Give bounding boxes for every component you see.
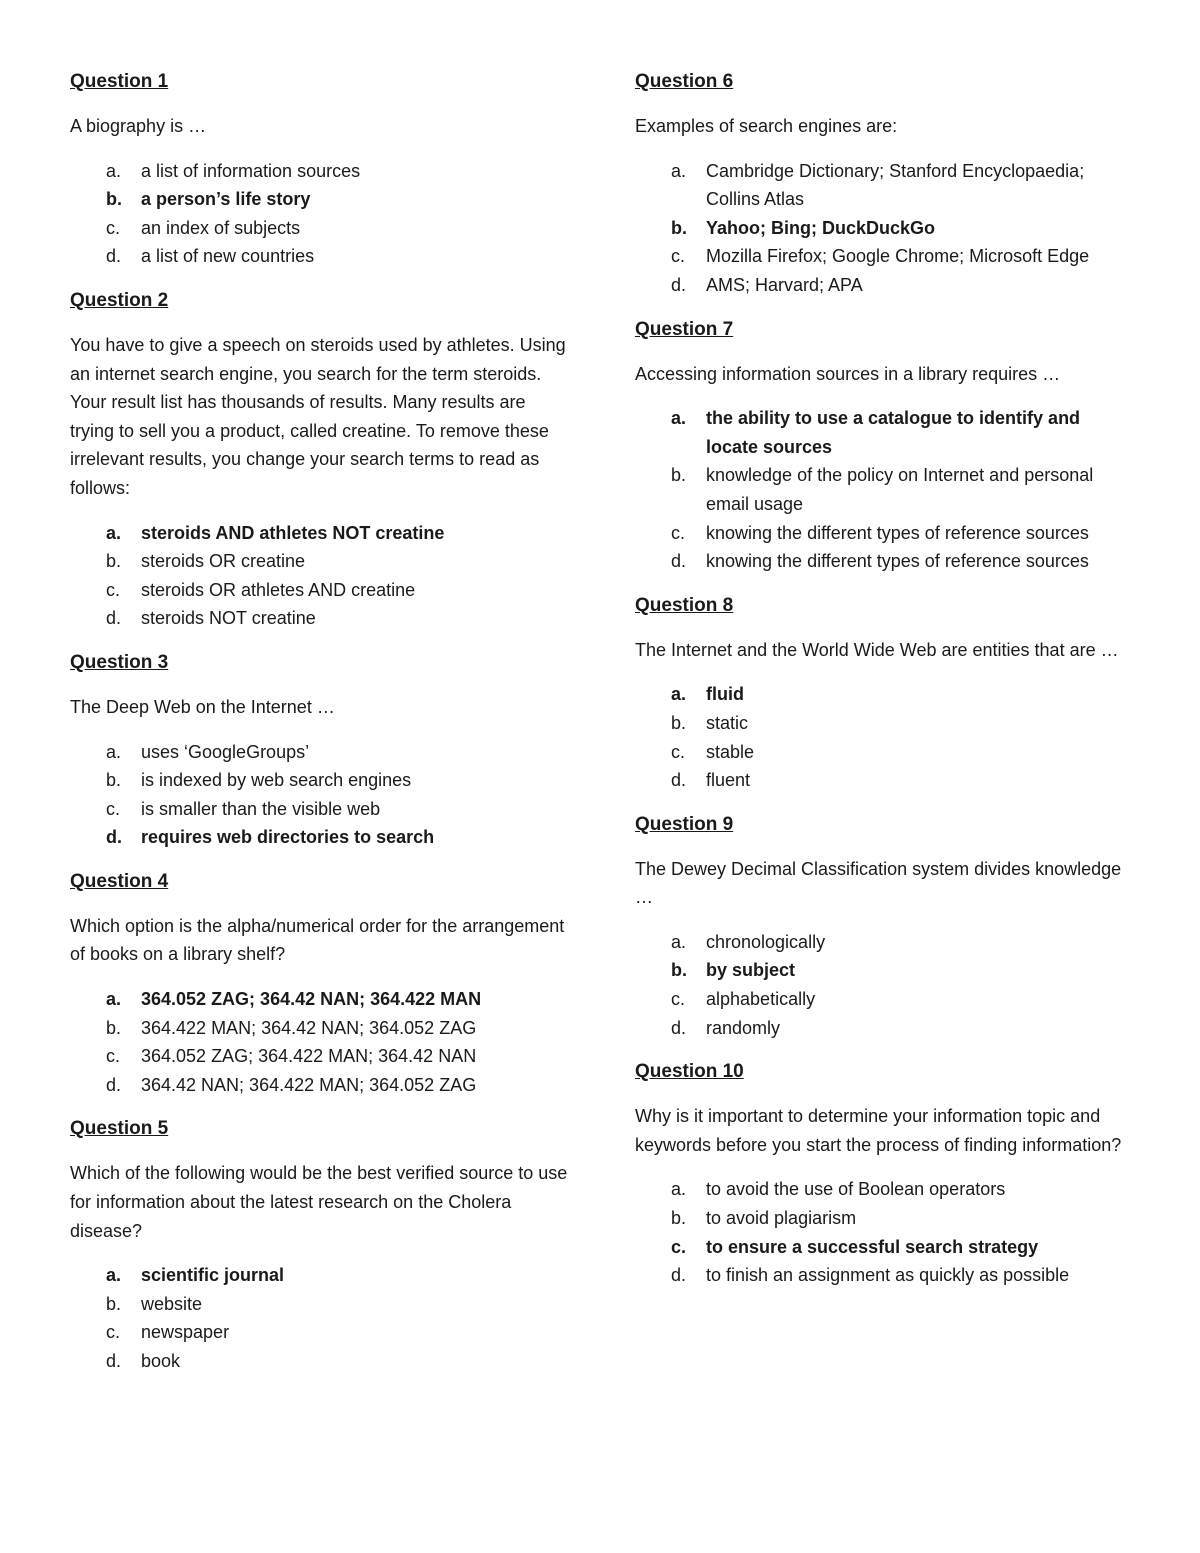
answer-option xyxy=(70,242,570,271)
answer-option xyxy=(635,157,1135,214)
option-letter: b. xyxy=(106,1017,122,1038)
option-text: fluent xyxy=(706,770,751,791)
answer-option xyxy=(70,738,570,767)
question-text: Which of the following would be the best verified source to use for information about the latest research on the Cholera disease? xyxy=(70,1163,568,1241)
answer-option xyxy=(635,1014,1135,1043)
question-block xyxy=(635,592,1135,795)
option-text: chronologically xyxy=(706,931,826,952)
option-letter: a. xyxy=(106,989,122,1010)
answer-option-correct xyxy=(635,1233,1135,1262)
option-text: steroids OR creatine xyxy=(141,551,306,572)
option-letter: d. xyxy=(671,274,687,295)
option-text: alphabetically xyxy=(706,989,816,1010)
question-block xyxy=(70,649,570,852)
question-block xyxy=(635,811,1135,1043)
question-block xyxy=(635,68,1135,300)
question-text: Why is it important to determine your information topic and keywords before you start the process of finding information? xyxy=(635,1106,1122,1155)
question-title: Question 1 xyxy=(70,71,169,92)
option-letter: b. xyxy=(106,551,122,572)
question-block xyxy=(70,68,570,271)
option-text: to finish an assignment as quickly as possible xyxy=(706,1265,1070,1286)
option-letter: c. xyxy=(671,522,686,543)
option-text: website xyxy=(141,1293,203,1314)
question-text: The Internet and the World Wide Web are entities that are … xyxy=(635,639,1119,660)
option-text: steroids OR athletes AND creatine xyxy=(141,579,416,600)
question-text: Examples of search engines are: xyxy=(635,116,898,136)
answer-option xyxy=(70,214,570,243)
question-text: The Dewey Decimal Classification system divides knowledge … xyxy=(635,858,1122,908)
option-letter: a. xyxy=(671,160,687,181)
answer-options xyxy=(70,738,570,852)
answer-option-correct xyxy=(70,185,570,214)
question-block xyxy=(635,1058,1135,1290)
option-text: 364.052 ZAG; 364.42 NAN; 364.422 MAN xyxy=(141,989,482,1010)
option-text: randomly xyxy=(706,1017,781,1038)
answer-options xyxy=(70,519,570,633)
answer-option xyxy=(70,766,570,795)
answer-option xyxy=(635,1204,1135,1233)
answer-option xyxy=(635,519,1135,548)
option-letter: c. xyxy=(106,798,121,819)
option-letter: a. xyxy=(671,1179,687,1200)
option-letter: b. xyxy=(106,189,122,210)
question-block xyxy=(70,1115,570,1375)
answer-option-correct xyxy=(635,214,1135,243)
answer-option xyxy=(635,1175,1135,1204)
option-letter: b. xyxy=(671,960,687,981)
question-title: Question 9 xyxy=(635,813,734,835)
question-text: You have to give a speech on steroids used by athletes. Using an internet search engine, you search for the term steroids. Your result list has thousands of results. Many results are trying to sell you a product, called creatine. To remove these irrelevant results, you change your search terms to read as follows: xyxy=(70,334,566,498)
answer-option xyxy=(70,604,570,633)
answer-option-correct xyxy=(70,519,570,548)
right-column xyxy=(635,68,1135,1306)
option-text: AMS; Harvard; APA xyxy=(706,274,863,295)
option-text: a list of new countries xyxy=(141,246,315,267)
question-title: Question 10 xyxy=(635,1061,744,1083)
question-title: Question 7 xyxy=(635,318,734,340)
answer-option xyxy=(635,985,1135,1014)
option-letter: c. xyxy=(106,579,121,600)
answer-option xyxy=(635,547,1135,576)
option-text: Mozilla Firefox; Google Chrome; Microsoft Edge xyxy=(706,246,1090,267)
option-text: to avoid the use of Boolean operators xyxy=(706,1179,1006,1200)
option-letter: d. xyxy=(106,827,122,848)
option-letter: d. xyxy=(106,1351,122,1371)
option-letter: d. xyxy=(106,608,122,629)
option-text: steroids AND athletes NOT creatine xyxy=(141,522,445,543)
answer-options xyxy=(70,985,570,1099)
question-text: A biography is … xyxy=(70,116,207,136)
answer-option xyxy=(635,766,1135,795)
option-letter: d. xyxy=(671,551,687,572)
option-text: a list of information sources xyxy=(141,160,361,181)
answer-option-correct xyxy=(70,823,570,852)
option-letter: d. xyxy=(106,246,122,267)
option-letter: d. xyxy=(106,1074,122,1095)
option-letter: a. xyxy=(671,931,687,952)
question-title: Question 4 xyxy=(70,870,169,892)
option-text: book xyxy=(141,1351,181,1371)
option-letter: c. xyxy=(106,217,121,238)
option-letter: c. xyxy=(671,1236,687,1257)
option-text: stable xyxy=(706,741,755,762)
option-text: knowing the different types of reference sources xyxy=(706,551,1089,572)
option-letter: c. xyxy=(671,246,686,267)
option-text: knowledge of the policy on Internet and personal email usage xyxy=(706,465,1094,514)
option-letter: a. xyxy=(106,741,122,762)
option-text: is smaller than the visible web xyxy=(141,798,381,819)
answer-option-correct xyxy=(70,1261,570,1290)
question-text: Which option is the alpha/numerical order for the arrangement of books on a library shelf? xyxy=(70,915,565,965)
left-column xyxy=(70,68,570,1392)
option-letter: c. xyxy=(106,1046,121,1067)
option-text: to avoid plagiarism xyxy=(706,1208,857,1229)
question-title: Question 5 xyxy=(70,1118,169,1140)
answer-option xyxy=(70,1071,570,1100)
option-letter: a. xyxy=(106,160,122,181)
answer-option xyxy=(70,795,570,824)
option-letter: c. xyxy=(106,1322,121,1343)
question-block xyxy=(635,316,1135,576)
question-title: Question 6 xyxy=(635,71,734,92)
answer-option xyxy=(635,271,1135,300)
option-text: 364.052 ZAG; 364.422 MAN; 364.42 NAN xyxy=(141,1046,477,1067)
option-letter: d. xyxy=(671,1265,687,1286)
answer-option xyxy=(635,242,1135,271)
question-block xyxy=(70,868,570,1100)
answer-option xyxy=(70,1042,570,1071)
option-letter: a. xyxy=(671,408,687,429)
option-letter: c. xyxy=(671,989,686,1010)
option-letter: b. xyxy=(106,1293,122,1314)
answer-option xyxy=(635,709,1135,738)
answer-option-correct xyxy=(635,956,1135,985)
option-letter: c. xyxy=(671,741,686,762)
option-text: fluid xyxy=(706,684,744,705)
option-text: steroids NOT creatine xyxy=(141,608,316,629)
answer-options xyxy=(635,157,1135,300)
option-text: 364.42 NAN; 364.422 MAN; 364.052 ZAG xyxy=(141,1074,477,1095)
option-letter: b. xyxy=(671,217,687,238)
answer-option xyxy=(70,576,570,605)
question-block xyxy=(70,287,570,633)
option-letter: a. xyxy=(106,522,122,543)
answer-options xyxy=(70,1261,570,1375)
option-text: to ensure a successful search strategy xyxy=(706,1236,1039,1257)
option-text: Yahoo; Bing; DuckDuckGo xyxy=(706,217,936,238)
answer-options xyxy=(635,404,1135,576)
option-letter: a. xyxy=(671,684,687,705)
question-title: Question 3 xyxy=(70,651,169,673)
option-text: 364.422 MAN; 364.42 NAN; 364.052 ZAG xyxy=(141,1017,477,1038)
answer-options xyxy=(635,928,1135,1042)
option-text: scientific journal xyxy=(141,1265,285,1286)
answer-option xyxy=(70,547,570,576)
answer-options xyxy=(70,157,570,271)
option-letter: b. xyxy=(106,770,122,791)
answer-option-correct xyxy=(635,680,1135,709)
question-text: The Deep Web on the Internet … xyxy=(70,696,335,717)
answer-option xyxy=(70,1318,570,1347)
option-text: requires web directories to search xyxy=(141,827,435,848)
answer-option-correct xyxy=(70,985,570,1014)
answer-option xyxy=(70,1347,570,1376)
answer-option xyxy=(635,738,1135,767)
option-text: by subject xyxy=(706,960,796,981)
answer-options xyxy=(635,680,1135,794)
question-title: Question 8 xyxy=(635,594,734,616)
answer-option xyxy=(635,1261,1135,1290)
option-text: the ability to use a catalogue to identify and locate sources xyxy=(706,408,1081,457)
option-letter: b. xyxy=(671,465,687,486)
option-text: uses ‘GoogleGroups’ xyxy=(141,741,310,762)
answer-option xyxy=(70,157,570,186)
option-text: knowing the different types of reference sources xyxy=(706,522,1089,543)
answer-option xyxy=(635,928,1135,957)
answer-option xyxy=(70,1014,570,1043)
question-text: Accessing information sources in a library requires … xyxy=(635,363,1061,384)
answer-option xyxy=(635,461,1135,518)
option-text: newspaper xyxy=(141,1322,230,1343)
option-text: a person’s life story xyxy=(141,189,311,210)
option-letter: d. xyxy=(671,770,687,791)
answer-options xyxy=(635,1175,1135,1289)
answer-option xyxy=(70,1290,570,1319)
option-letter: b. xyxy=(671,712,687,733)
option-text: static xyxy=(706,712,749,733)
question-title: Question 2 xyxy=(70,289,169,311)
option-text: Cambridge Dictionary; Stanford Encyclopaedia; Collins Atlas xyxy=(706,160,1085,210)
option-text: an index of subjects xyxy=(141,217,301,238)
option-text: is indexed by web search engines xyxy=(141,770,412,791)
option-letter: a. xyxy=(106,1265,122,1286)
option-letter: b. xyxy=(671,1208,687,1229)
answer-option-correct xyxy=(635,404,1135,461)
option-letter: d. xyxy=(671,1017,687,1038)
